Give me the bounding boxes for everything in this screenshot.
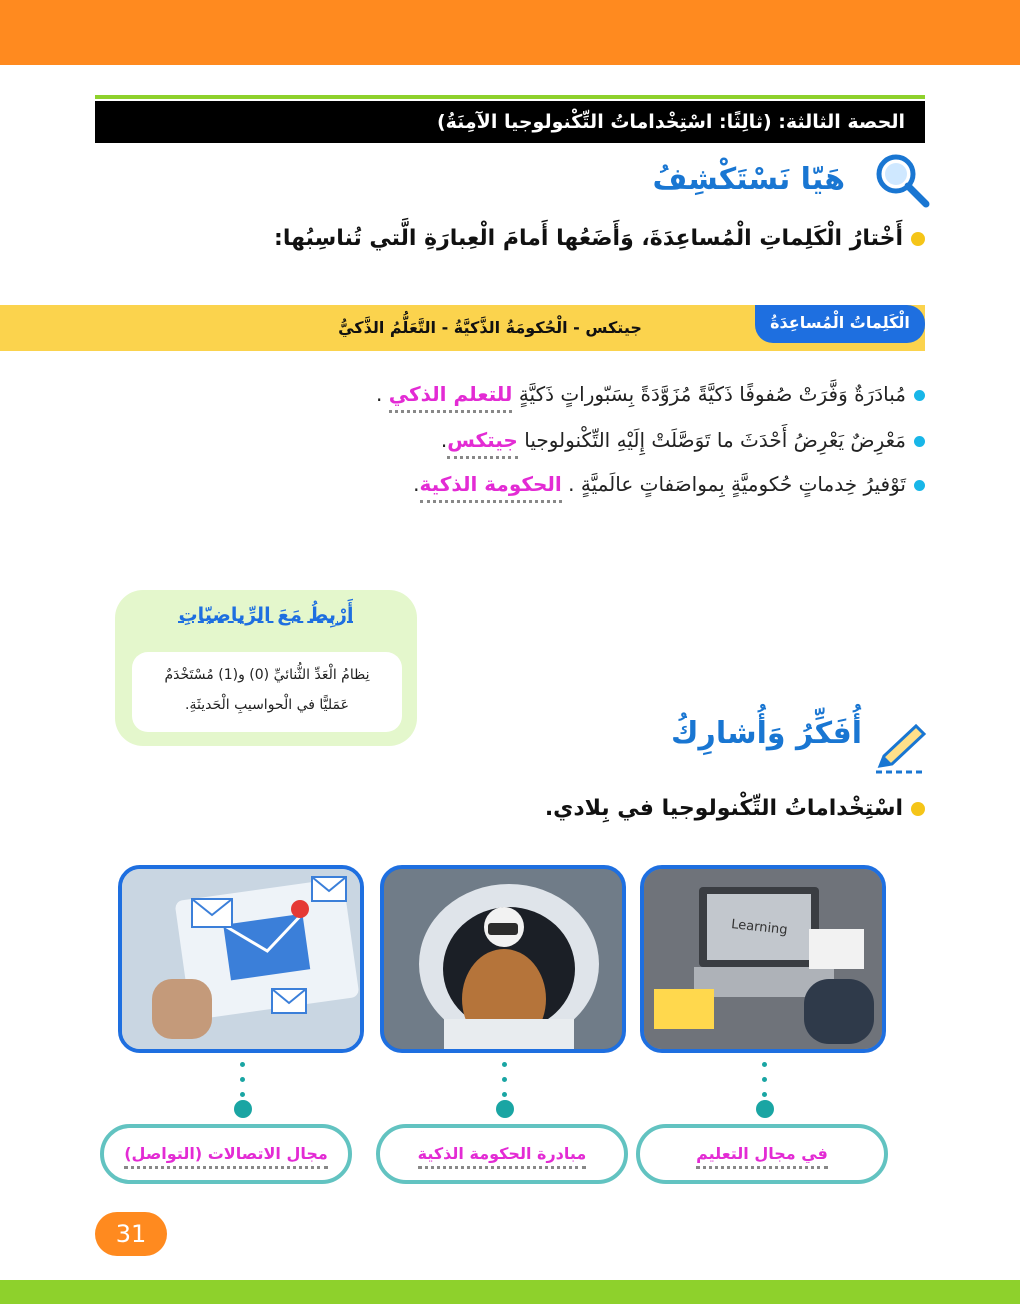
connector-node [234, 1100, 252, 1118]
think-share-title: أُفَكِّرُ وَأُشارِكُ [671, 716, 862, 751]
bullet-icon [914, 480, 925, 491]
instruction-text: أَخْتارُ الْكَلِماتِ الْمُساعِدَةَ، وَأَضَعُها أَمامَ الْعِبارَةِ الَّتي تُناسِبُها: [274, 226, 903, 251]
top-orange-bar [0, 0, 1020, 65]
bullet-icon [914, 436, 925, 447]
connector-dot [240, 1077, 245, 1082]
communication-photo [118, 865, 364, 1053]
instruction [274, 226, 925, 251]
lesson-green-line [95, 95, 925, 99]
answer-pill-smart-government: مبادرة الحكومة الذكية [376, 1124, 628, 1184]
answer-pill-education: في مجال التعليم [636, 1124, 888, 1184]
pencil-icon [872, 722, 927, 778]
answer-1: للتعلم الذكي [389, 382, 513, 413]
sentence-2: مَعْرِضٌ يَعْرِضُ أَحْدَثَ ما تَوَصَّلَتْ إِلَيْهِ التِّكْنولوجيا جيتكس. [441, 428, 925, 452]
explore-title: هَيّا نَسْتَكْشِفُ [652, 162, 845, 197]
vr-visitor-illustration [384, 869, 622, 1049]
connector-dot [502, 1062, 507, 1067]
laptop-screen-text: Learning [730, 917, 789, 938]
technology-uses-prompt: اسْتِخْداماتُ التِّكْنولوجيا في بِلادي. [545, 796, 925, 821]
answer-3: الحكومة الذكية [420, 472, 562, 503]
sentence-3: تَوْفيرُ خِدماتٍ حُكوميَّةٍ بِمواصَفاتٍ عالَميَّةٍ . الحكومة الذكية. [413, 472, 925, 496]
math-link-text: نِظامُ الْعَدِّ الثُّنائيِّ (0) و(1) مُسْتَخْدَمٌ عَمَليًّا في الْحواسيبِ الْحَديثَةِ. [132, 652, 402, 732]
connector-dot [762, 1062, 767, 1067]
education-photo [640, 865, 886, 1053]
connector-dot [502, 1092, 507, 1097]
helper-words: جيتكس - الْحُكومَةُ الذَّكيَّةُ - التَّعَلُّمُ الذَّكيُّ [338, 318, 642, 337]
connector-dot [240, 1062, 245, 1067]
connector-dot [762, 1092, 767, 1097]
bottom-green-bar [0, 1280, 1020, 1304]
answer-2: جيتكس [447, 428, 518, 459]
connector-dot [240, 1092, 245, 1097]
bullet-icon [911, 232, 925, 246]
helper-words-label: الْكَلِماتُ الْمُساعِدَةُ [755, 305, 925, 343]
math-link-title: أَرْبِطُ مَعَ الرِّياضيّاتِ [178, 604, 354, 626]
smart-government-photo [380, 865, 626, 1053]
connector-dot [502, 1077, 507, 1082]
connector-dot [762, 1077, 767, 1082]
magnifier-icon [872, 152, 932, 208]
laptop-learning-illustration [644, 869, 882, 1049]
connector-node [496, 1100, 514, 1118]
lesson-header: الحصة الثالثة: (ثالِثًا: اسْتِخْداماتُ التِّكْنولوجيا الآمِنَةُ) [95, 101, 925, 143]
page-number: 31 [95, 1212, 167, 1256]
email-illustration [122, 869, 360, 1049]
bullet-icon [911, 802, 925, 816]
answer-pill-communication: مجال الاتصالات (التواصل) [100, 1124, 352, 1184]
bullet-icon [914, 390, 925, 401]
connector-node [756, 1100, 774, 1118]
sentence-1: مُبادَرَةٌ وَفَّرَتْ صُفوفًا ذَكيَّةً مُزَوَّدَةً بِسَبّوراتٍ ذَكيَّةٍ للتعلم الذكي . [376, 382, 925, 406]
